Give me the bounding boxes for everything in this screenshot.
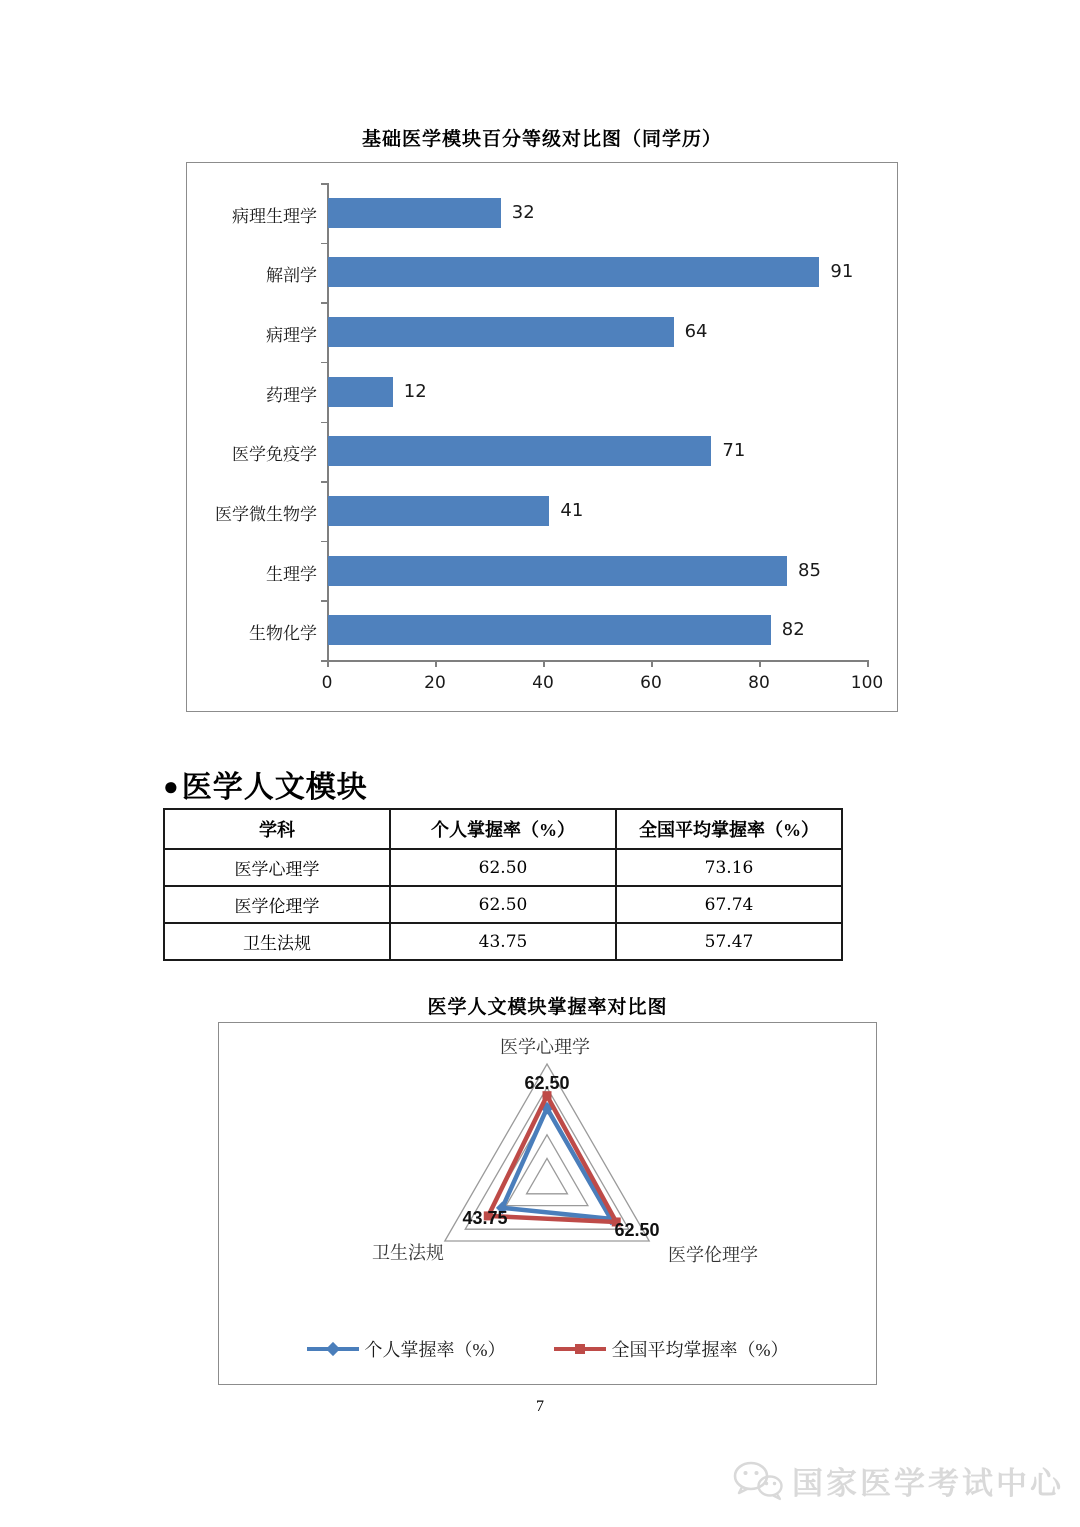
y-axis-line [327, 183, 329, 660]
humanities-table [163, 808, 843, 961]
bar-segment [328, 377, 393, 407]
legend-item-national [554, 1336, 789, 1362]
y-axis-tick [321, 302, 327, 304]
bar-segment [328, 615, 771, 645]
legend-label: 个人掌握率（%） [364, 1340, 506, 1360]
col-header-subject: 学科 [164, 809, 390, 849]
bar-category-label: 医学免疫学 [232, 445, 317, 465]
cell-personal: 62.50 [390, 886, 616, 923]
radar-data-label: 62.50 [614, 1220, 660, 1240]
col-header-personal: 个人掌握率（%） [390, 809, 616, 849]
radar-axis-label: 卫生法规 [372, 1243, 444, 1263]
radar-chart-frame [218, 1022, 877, 1385]
y-axis-tick [321, 600, 327, 602]
table-row [164, 849, 842, 886]
bar-value-label: 41 [560, 499, 584, 521]
radar-series-line [502, 1108, 611, 1219]
y-axis-tick [321, 422, 327, 424]
y-axis-tick [321, 541, 327, 543]
legend-line-red [554, 1347, 606, 1351]
square-marker-icon [575, 1344, 585, 1354]
bar-category-label: 病理生理学 [232, 206, 317, 226]
x-tick-label: 100 [850, 673, 884, 693]
bar-category-label: 病理学 [266, 326, 317, 346]
x-tick-label: 0 [321, 673, 333, 693]
x-axis-tick [651, 660, 653, 667]
x-axis-line [327, 660, 869, 662]
bar-value-label: 85 [798, 559, 821, 581]
x-tick-label: 20 [424, 673, 446, 693]
table-row [164, 923, 842, 960]
y-axis-tick [321, 243, 327, 245]
bar-chart-plot [187, 163, 897, 711]
bullet-icon: ● [163, 772, 180, 801]
bar-category-label: 生理学 [266, 564, 317, 584]
bar-value-label: 82 [781, 619, 805, 641]
radar-data-label: 43.75 [462, 1208, 508, 1228]
radar-gridline [527, 1158, 568, 1193]
bar-chart-title: 基础医学模块百分等级对比图（同学历） [361, 129, 722, 150]
x-axis-tick [543, 660, 545, 667]
bar-value-label: 71 [722, 440, 746, 462]
bar-value-label: 32 [511, 201, 535, 223]
cell-national: 73.16 [616, 849, 842, 886]
wechat-logo-icon [732, 1460, 784, 1502]
y-axis-tick [321, 481, 327, 483]
table-header-row [164, 809, 842, 849]
cell-subject: 医学心理学 [164, 849, 390, 886]
bar-segment [328, 436, 711, 466]
y-axis-tick [321, 183, 327, 185]
section-header-humanities [163, 762, 368, 806]
radar-chart-title: 医学人文模块掌握率对比图 [427, 997, 668, 1018]
bar-category-label: 解剖学 [266, 266, 317, 286]
bar-chart-frame [186, 162, 898, 712]
cell-national: 67.74 [616, 886, 842, 923]
legend-item-personal [307, 1336, 506, 1362]
radar-chart [219, 1023, 878, 1386]
cell-subject: 卫生法规 [164, 923, 390, 960]
cell-national: 57.47 [616, 923, 842, 960]
bar-value-label: 64 [684, 321, 708, 343]
x-axis-tick [327, 660, 329, 667]
cell-personal: 62.50 [390, 849, 616, 886]
x-axis-tick [435, 660, 437, 667]
bar-segment [328, 556, 787, 586]
bar-category-label: 生物化学 [249, 624, 317, 644]
bar-segment [328, 198, 501, 228]
bar-segment [328, 317, 674, 347]
page-number: 7 [536, 1398, 544, 1415]
bar-category-label: 医学微生物学 [215, 504, 317, 524]
x-axis-tick [867, 660, 869, 667]
radar-legend [219, 1336, 876, 1362]
bar-value-label: 91 [830, 261, 854, 283]
legend-line-blue [307, 1347, 359, 1351]
y-axis-tick [321, 362, 327, 364]
watermark [732, 1458, 1064, 1503]
cell-subject: 医学伦理学 [164, 886, 390, 923]
section-header-label: 医学人文模块 [181, 771, 368, 804]
radar-axis-label: 医学心理学 [500, 1037, 590, 1057]
x-tick-label: 60 [640, 673, 662, 693]
x-tick-label: 80 [748, 673, 770, 693]
bar-segment [328, 257, 819, 287]
bar-value-label: 12 [403, 380, 427, 402]
radar-axis-label: 医学伦理学 [668, 1245, 758, 1265]
cell-personal: 43.75 [390, 923, 616, 960]
x-tick-label: 40 [532, 673, 554, 693]
radar-data-label: 62.50 [524, 1073, 570, 1093]
legend-label: 全国平均掌握率（%） [611, 1340, 789, 1360]
bar-segment [328, 496, 549, 526]
x-axis-tick [759, 660, 761, 667]
diamond-marker-icon [325, 1342, 339, 1356]
watermark-text: 国家医学考试中心 [792, 1466, 1064, 1501]
bar-category-label: 药理学 [266, 385, 317, 405]
col-header-national: 全国平均掌握率（%） [616, 809, 842, 849]
table-row [164, 886, 842, 923]
